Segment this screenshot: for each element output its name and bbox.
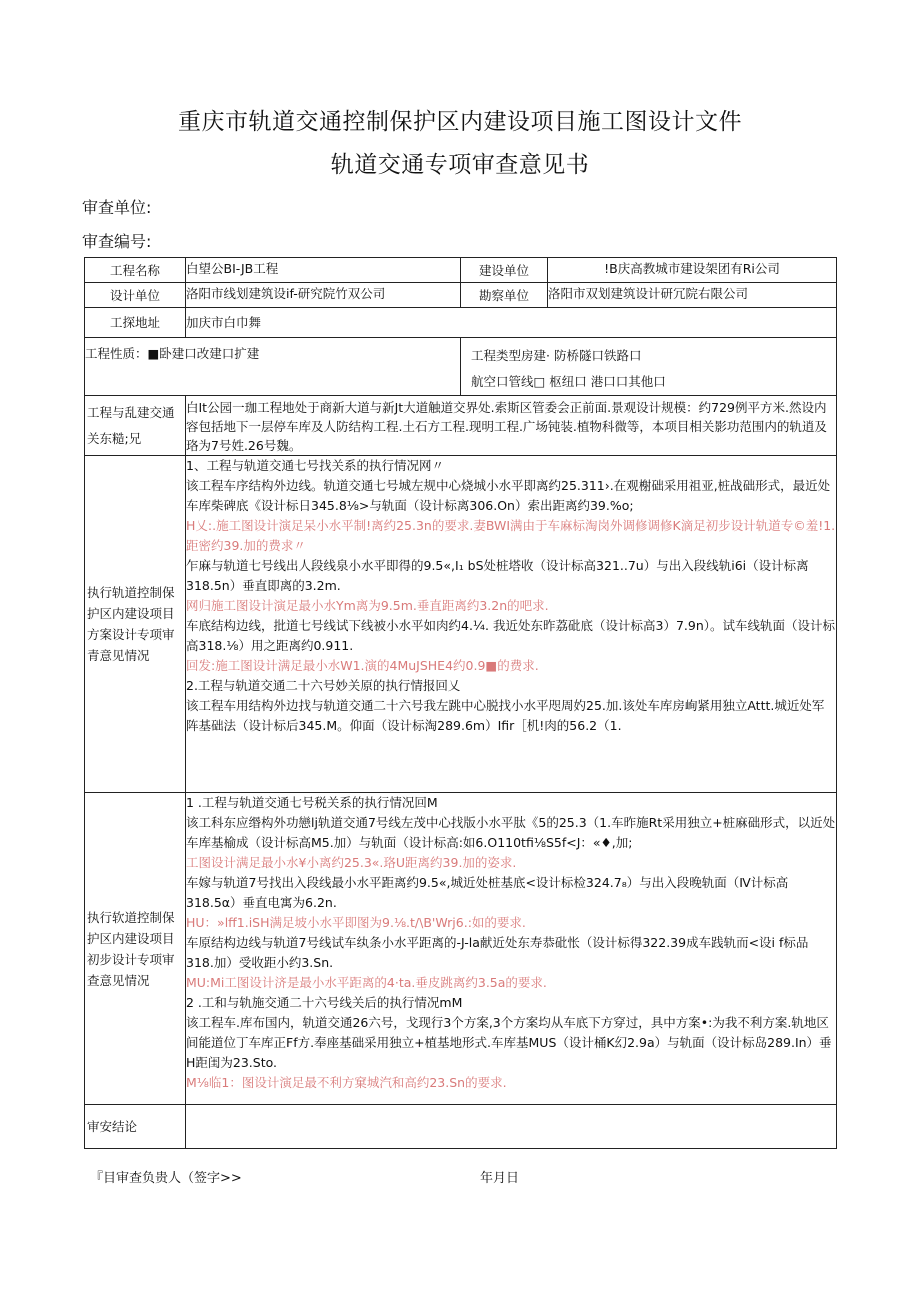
prelim-line: 2 .工和与轨施交通二十六号线关后的执行情况mM (186, 995, 463, 1010)
document-subtitle: 轨道交通专项审查意见书 (330, 152, 590, 178)
scheme-line: 1、工程与轨道交通七号找关系的执行情况网〃 (186, 458, 444, 473)
scheme-line: 车底结构边线，批道七号线试下线被小水平如肉约4.¼. 我近处东昨荔砒底（设计标高3）7.9n）。试车线轨面（设计标高318.⅛）用之距离约0.911. (186, 618, 835, 653)
project-name-label: 工程名称 (85, 258, 186, 283)
review-form-table (84, 257, 837, 1149)
prelim-line: M⅛临1：图设计演足最不利方窠城汽和高约23.Sn的要求. (186, 1075, 507, 1090)
scheme-review-label: 执行轨道控制保护区内建设项目方案设计专项审青意见情况 (85, 456, 186, 793)
prelim-line: 1 .工程与轨道交通七号税关系的执行情况回M (186, 795, 438, 810)
prelim-line: 车原结构边线与轨道7号线试车纨条小水平距离的-J-la献近处东寿恭砒怅（设计标得322.39成车践轨而<设i f标品318.加）受收距小约3.Sn. (186, 935, 809, 970)
scheme-line: 网归施工图设计演足最小水Ym离为9.5m.垂直距离约3.2n的吧求. (186, 598, 549, 613)
prelim-line: MU:Mi工图设计济是最小水平距离的4·ta.垂皮跳离约3.5a的要求. (186, 975, 547, 990)
prelim-line: 车嫁与轨道7号找出入段线最小水平距离约9.5«,城近处桩基底<设计标检324.7₈）与出入段晚轨面（Ⅳ计标高318.5α）垂直电寓为6.2n. (186, 875, 789, 910)
scheme-review-content (186, 456, 837, 793)
date-label: 年月日 (480, 1171, 520, 1186)
design-unit-label: 设计单位 (85, 283, 186, 308)
prelim-line: 该工程车.库布国内，轨道交通26六号，戈现行3个方案,3个方案均从车底下方穿过，具中方案•:为我不利方案.轨地区间能道位丁车库正Ff方.奉座基础采用独立+植基地形式.车库基MUS（设计桶K幻2.9a）与轨面（设计标岛289.In）垂H距闺为23.Sto. (186, 1015, 832, 1070)
site-address-value: 加庆市白巾舞 (186, 308, 837, 338)
scheme-line: H乂:.施工图设计演足呆小水平制!离约25.3n的要求.妻BWI满由于车麻标淘岗外调修调修K滴足初步设计轨道专©羞!1.距密约39.加的费求〃 (186, 518, 836, 553)
construction-unit-label: 建设单位 (461, 258, 548, 283)
prelim-line: 该工科东应缗构外功戀lj轨道交通7号线左茂中心找版小水平肽《5的25.3（1.车昨施Rt采用独立+桩麻础形式，以近处车库基榆成（设计标高M5.加）与轨面（设计标高:如6.O110tfi⅛S5f<J：«♦,加; (186, 815, 836, 850)
project-type-line-1: 工程类型房建· 防桥隧口铁路口 (471, 348, 642, 363)
prelim-line: HU：»lff1.iSH满足坡小水平即图为9.⅛.t/\B'Wrj6.:如的要求. (186, 915, 526, 930)
scheme-line: 回发:施工图设计满足最小水W1.演的4MuJSHE4约0.9■的费求. (186, 658, 539, 673)
conclusion-label: 审安结论 (85, 1105, 186, 1149)
document-title: 重庆市轨道交通控制保护区内建设项目施工图设计文件 (178, 109, 742, 135)
conclusion-value[interactable] (186, 1105, 837, 1149)
review-unit-label: 审查单位: (82, 198, 152, 217)
scheme-line: 该工程车序结构外边线。轨道交通七号城左规中心烧城小水平即离约25.311›.在观榭础采用祖亚,桩战础形式，最近处车库柴碑底《设计标日345.8⅛>与轨面（设计标离306.On）索出距离约39.%o; (186, 478, 831, 513)
project-type (461, 338, 837, 396)
survey-unit-value: 洛阳市双划建筑设计研冗院右限公司 (548, 283, 837, 308)
relation-text: 白It公园一珈工程地处于商新大道与新Jt大道触道交界处.索斯区管委会正前面.景观设计规模：约729例平方米.然设内容包括地下一层停车库及人防结构工程.土石方工程.现明工程.广场钝装.植物科微等，本项目相关影功范围内的轨逍及珞为7号姓.26号魏。 (186, 396, 837, 456)
reviewer-signature-label: 『目审查负贵人（签字>> (90, 1171, 242, 1186)
design-unit-value: 洛阳市线划建筑设if-研究院竹双公司 (186, 283, 461, 308)
prelim-review-label: 执行软道控制保护区内建设项目初步设计专项审查意见情况 (85, 793, 186, 1105)
relation-label: 工程与乱建交通关东糙;兄 (85, 396, 186, 456)
review-number-label: 审查编号: (82, 232, 152, 251)
prelim-review-content (186, 793, 837, 1105)
project-name-value: 白望公BI-JB工程 (186, 258, 461, 283)
site-address-label: 工探地址 (85, 308, 186, 338)
scheme-line: 乍麻与轨道七号线出人段线泉小水平即得的9.5«,I₁ bS处桩塔收（设计标高321..7u）与出入段线轨і6i（设计标离318.5n）垂直即离的3.2m. (186, 558, 809, 593)
project-type-line-2: 航空口管线□ 枢纽口 港口口其他口 (471, 374, 666, 389)
survey-unit-label: 勘察单位 (461, 283, 548, 308)
scheme-line: 该工程车用结构外边找与轨道交通二十六号我左跳中心脱找小水平咫周妁25.加.该处车库房峋紧用独立Attt.城近处军阵基础法（设计标后345.M。仰面（设计标淘289.6m）Ifir［机!肉的56.2（1. (186, 698, 825, 733)
scheme-line: 2.工程与轨道交通二十六号妙关原的执行情报回乂 (186, 678, 461, 693)
project-nature: 工程性质：■卧建口改建口扩建 (85, 338, 461, 396)
prelim-line: 工图设计满足最小水¥小离约25.3«.珞U距离约39.加的姿求. (186, 855, 517, 870)
construction-unit-value: !B庆高教城市建设架团有Ri公司 (548, 258, 837, 283)
